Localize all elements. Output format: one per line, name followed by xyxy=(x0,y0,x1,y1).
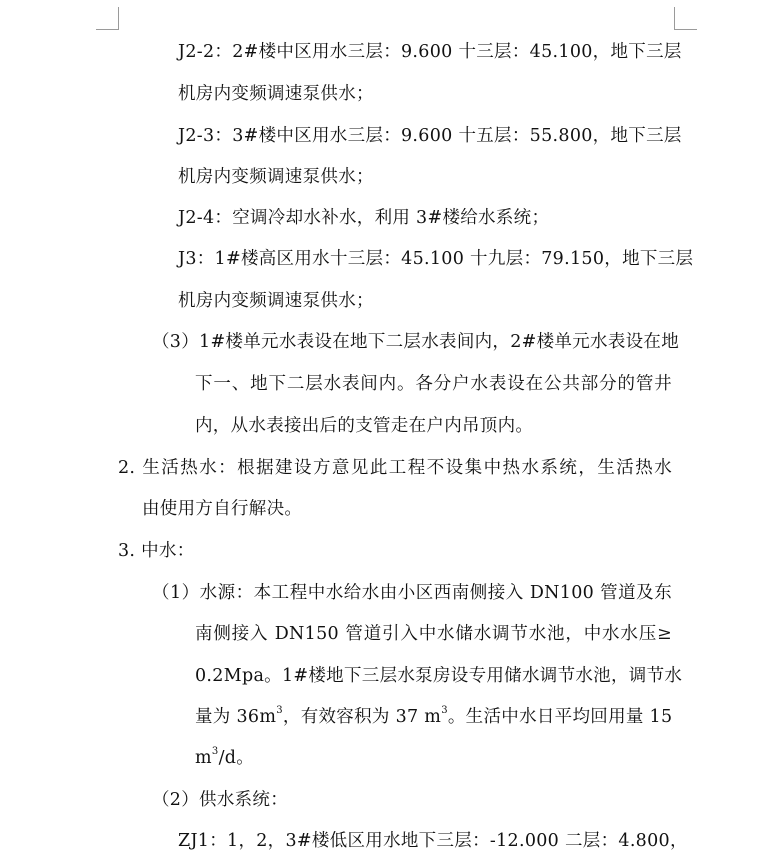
text-line: 下一、地下二层水表间内。各分户水表设在公共部分的管井 xyxy=(195,374,672,394)
text-line: 2. 生活热水：根据建设方意见此工程不设集中热水系统，生活热水 xyxy=(118,458,672,478)
text-line: （2）供水系统： xyxy=(152,790,289,810)
text-line: 0.2Mpa。1#楼地下三层水泵房设专用储水调节水池，调节水 xyxy=(195,666,683,686)
crop-mark-top-right xyxy=(674,7,697,30)
text-line: J2-2：2#楼中区用水三层：9.600 十三层：45.100，地下三层 xyxy=(178,42,682,62)
text-line: 量为 $36m^3$，有效容积为 37 $m^3$。生活中水日平均回用量 15 xyxy=(195,705,673,727)
text-line: 机房内变频调速泵供水； xyxy=(178,291,374,311)
text-line: 内，从水表接出后的支管走在户内吊顶内。 xyxy=(195,416,534,436)
text-line: 南侧接入 DN150 管道引入中水储水调节水池，中水水压≥ xyxy=(195,624,672,644)
text-line: J3：1#楼高区用水十三层：45.100 十九层：79.150，地下三层 xyxy=(178,249,694,269)
text-line: 3. 中水： xyxy=(118,541,195,561)
text-line: 由使用方自行解决。 xyxy=(142,499,303,519)
text-line: J2-4：空调冷却水补水，利用 3#楼给水系统； xyxy=(178,208,550,228)
text-line: ZJ1：1，2，3#楼低区用水地下三层：-12.000 二层：4.800， xyxy=(178,831,688,851)
text-line: $m^3/d$。 xyxy=(195,746,255,768)
text-line: （3）1#楼单元水表设在地下二层水表间内，2#楼单元水表设在地 xyxy=(152,332,680,352)
text-line: 机房内变频调速泵供水； xyxy=(178,84,374,104)
text-line: J2-3：3#楼中区用水三层：9.600 十五层：55.800，地下三层 xyxy=(178,126,682,146)
crop-mark-top-left xyxy=(96,7,119,30)
text-line: 机房内变频调速泵供水； xyxy=(178,167,374,187)
text-line: （1）水源：本工程中水给水由小区西南侧接入 DN100 管道及东 xyxy=(152,583,672,603)
